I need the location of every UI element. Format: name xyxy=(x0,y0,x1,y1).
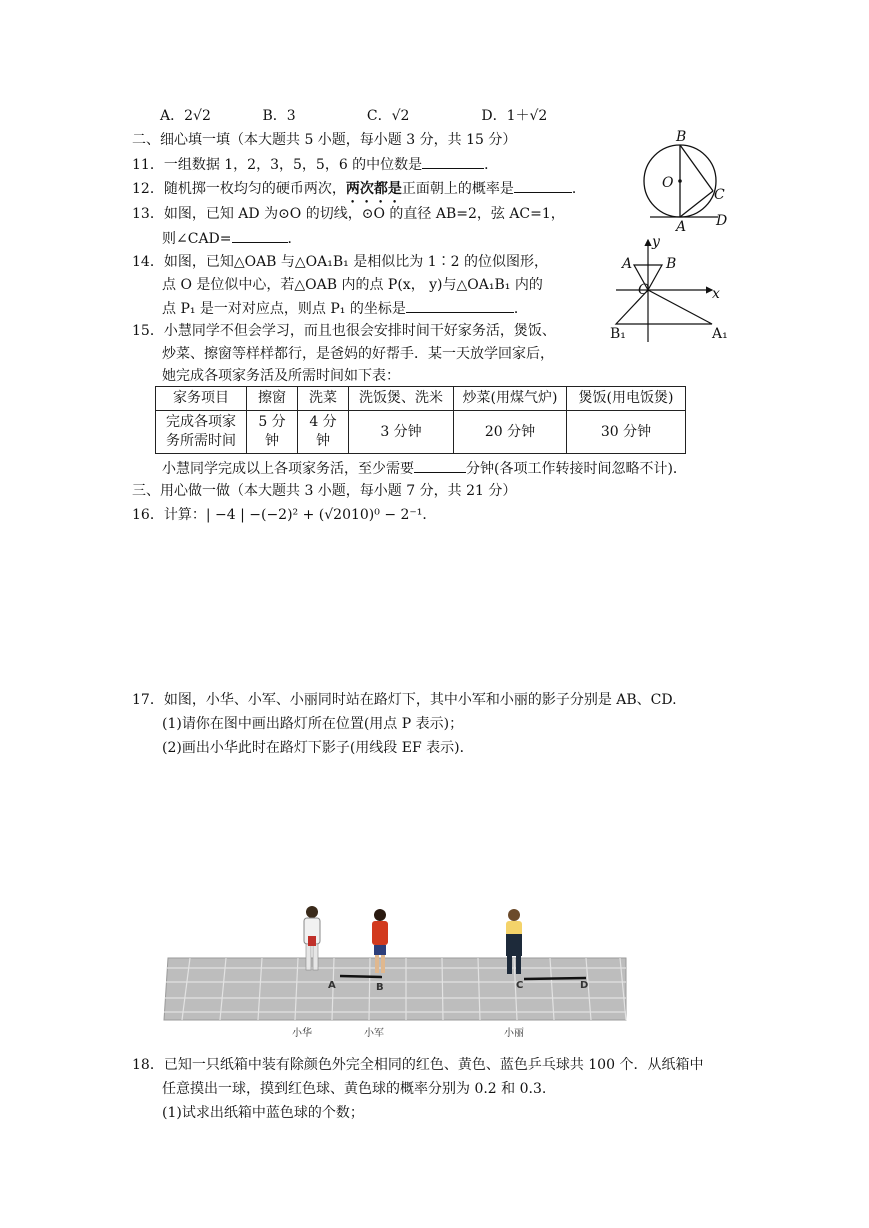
label-x: x xyxy=(712,286,720,302)
q13-line2: 则∠CAD= xyxy=(162,231,232,247)
q11-answer-blank[interactable] xyxy=(422,154,484,169)
question-17-sub1: (1)请你在图中画出路灯所在位置(用点 P 表示)； xyxy=(162,716,464,732)
q15-after-pre: 小慧同学完成以上各项家务活，至少需要 xyxy=(162,461,414,477)
table-header-cell: 洗菜 xyxy=(298,387,349,411)
q12-number: 12． xyxy=(132,181,164,197)
question-15-line2: 炒菜、擦窗等样样都行，是爸妈的好帮手．某一天放学回家后， xyxy=(162,346,554,362)
table-cell: 3 分钟 xyxy=(349,411,454,454)
housework-table xyxy=(155,386,686,454)
label-a: A xyxy=(676,219,687,235)
q14-end: ． xyxy=(513,301,528,317)
table-header-cell: 洗饭煲、洗米 xyxy=(349,387,454,411)
option-b: B．3 xyxy=(262,108,296,124)
question-15-after xyxy=(162,458,687,479)
question-15-line3: 她完成各项家务活及所需时间如下表： xyxy=(162,368,400,384)
q12-pre: 随机掷一枚均匀的硬币两次， xyxy=(163,181,346,197)
question-13-line1 xyxy=(132,204,565,224)
choice-options xyxy=(160,106,547,126)
table-cell: 5 分钟 xyxy=(247,411,298,454)
q14-line1: 如图，已知△OAB 与△OA₁B₁ 是相似比为 1∶2 的位似图形， xyxy=(163,254,548,270)
q16-text: 计算：| −4 | −(−2)² + (√2010)⁰ − 2⁻¹． xyxy=(163,507,437,523)
q12-answer-blank[interactable] xyxy=(514,178,572,193)
q14-line3: 点 P₁ 是一对对应点，则点 P₁ 的坐标是 xyxy=(162,301,406,317)
question-11 xyxy=(132,154,498,175)
point-d: D xyxy=(580,980,589,991)
table-header-cell: 家务项目 xyxy=(156,387,247,411)
q18-number: 18． xyxy=(132,1057,164,1073)
q14-answer-blank[interactable] xyxy=(406,298,514,313)
question-14-line1 xyxy=(132,252,548,272)
point-b: B xyxy=(376,982,384,993)
row-label-line1: 完成各项家 xyxy=(166,414,236,430)
q17-line1: 如图，小华、小军、小丽同时站在路灯下，其中小军和小丽的影子分别是 AB、CD. xyxy=(163,692,677,708)
question-14-line3 xyxy=(162,298,528,319)
option-a: A．2√2 xyxy=(160,108,211,124)
row-label-line2: 务所需时间 xyxy=(166,433,236,449)
label-origin: O xyxy=(638,282,650,298)
q13-line1: 如图，已知 AD 为⊙O 的切线，⊙O 的直径 AB=2，弦 AC=1， xyxy=(163,206,565,222)
q12-post: 正面朝上的概率是 xyxy=(401,181,514,197)
label-a1: A₁ xyxy=(712,326,728,342)
q13-answer-blank[interactable] xyxy=(232,228,288,243)
table-cell: 4 分钟 xyxy=(298,411,349,454)
q15-line1: 小慧同学不但会学习，而且也很会安排时间干好家务活，煲饭、 xyxy=(163,323,556,339)
table-header-row xyxy=(156,387,686,411)
table-cell: 30 分钟 xyxy=(567,411,686,454)
question-12 xyxy=(132,178,586,206)
label-y: y xyxy=(652,234,660,250)
question-14-line2: 点 O 是位似中心，若△OAB 内的点 P(x， y)与△OA₁B₁ 内的 xyxy=(162,277,543,293)
q15-after-post: 分钟(各项工作转接时间忽略不计)． xyxy=(466,461,687,477)
table-header-cell: 擦窗 xyxy=(247,387,298,411)
table-header-cell: 炒菜(用煤气炉) xyxy=(454,387,567,411)
q12-emphasis: 两次都是 xyxy=(345,181,402,197)
option-c: C．√2 xyxy=(366,108,410,124)
q17-number: 17． xyxy=(132,692,164,708)
question-13-line2 xyxy=(162,228,302,249)
question-18-line1 xyxy=(132,1055,703,1075)
label-b: B xyxy=(676,129,687,145)
question-17-sub2: (2)画出小华此时在路灯下影子(用线段 EF 表示)． xyxy=(162,740,474,756)
street-scene-figure xyxy=(160,900,635,1040)
name-xiaoli: 小丽 xyxy=(504,1028,524,1039)
q13-number: 13． xyxy=(132,206,164,222)
similar-triangles-figure xyxy=(608,234,738,344)
table-row-label xyxy=(156,411,247,454)
option-d: D．1＋√2 xyxy=(481,108,548,124)
q14-number: 14． xyxy=(132,254,164,270)
question-18-line2: 任意摸出一球，摸到红色球、黄色球的概率分别为 0.2 和 0.3. xyxy=(162,1081,547,1097)
q11-text: 一组数据 1，2，3，5，5，6 的中位数是 xyxy=(163,157,423,173)
q11-end: ． xyxy=(484,157,499,173)
label-o: O xyxy=(662,175,674,191)
label-d: D xyxy=(716,213,728,229)
label-b-small: B xyxy=(666,256,677,272)
q11-number: 11． xyxy=(132,157,164,173)
label-c: C xyxy=(714,187,725,203)
point-a: A xyxy=(328,980,336,991)
q12-end: ． xyxy=(571,181,586,197)
q15-answer-blank[interactable] xyxy=(414,458,466,473)
section3-heading: 三、用心做一做（本大题共 3 小题，每小题 7 分，共 21 分） xyxy=(132,483,517,499)
question-18-sub1: (1)试求出纸箱中蓝色球的个数； xyxy=(162,1105,364,1121)
question-17-line1 xyxy=(132,690,677,710)
q13-end: ． xyxy=(287,231,302,247)
section2-heading: 二、细心填一填（本大题共 5 小题，每小题 3 分，共 15 分） xyxy=(132,132,517,148)
table-cell: 20 分钟 xyxy=(454,411,567,454)
label-b1: B₁ xyxy=(610,326,626,342)
label-a-small: A xyxy=(622,256,633,272)
table-row xyxy=(156,411,686,454)
circle-figure xyxy=(640,125,740,235)
question-15-line1 xyxy=(132,321,556,341)
name-xiaohua: 小华 xyxy=(292,1028,312,1039)
table-header-cell: 煲饭(用电饭煲) xyxy=(567,387,686,411)
q15-number: 15． xyxy=(132,323,164,339)
question-16 xyxy=(132,505,436,525)
q18-line1: 已知一只纸箱中装有除颜色外完全相同的红色、黄色、蓝色乒乓球共 100 个．从纸箱中 xyxy=(163,1057,704,1073)
q16-number: 16． xyxy=(132,507,164,523)
point-c: C xyxy=(516,980,524,991)
name-xiaojun: 小军 xyxy=(364,1028,384,1039)
